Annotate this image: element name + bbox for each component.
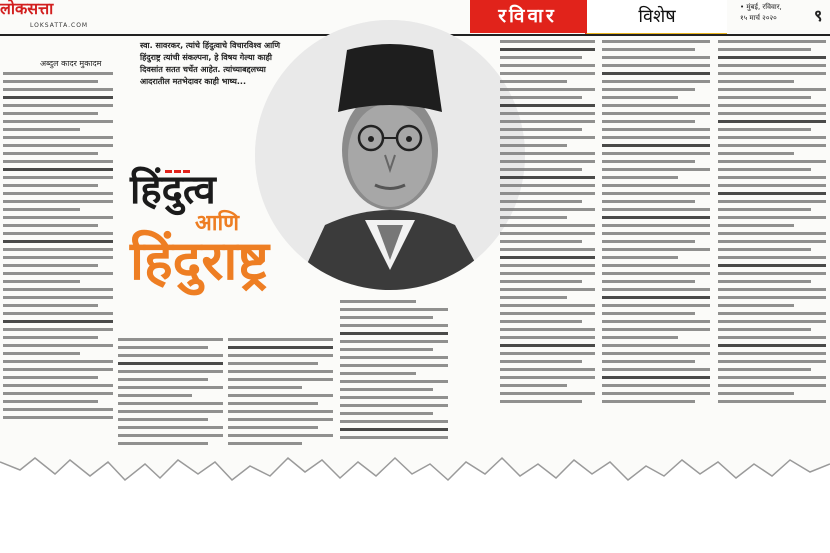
text-column-3 <box>228 338 333 453</box>
text-column-5 <box>500 40 595 450</box>
torn-edge-icon <box>0 440 830 553</box>
decor-dashes <box>165 158 195 162</box>
byline: अब्दुल कादर मुकादम <box>40 59 102 68</box>
article-intro: स्वा. सावरकर, त्यांचे हिंदुत्वाचे विचारविश्व आणि हिंदुराष्ट्र त्यांची संकल्पना, हे विषय गेल्या काही दिवसांत सतत चर्चेत आहेत. त्यांच्याबद्दलच्या आदरातील मतभेदावर काही भाष्य... <box>140 41 280 86</box>
masthead-url: LOKSATTA.COM <box>30 22 89 29</box>
text-column-2 <box>118 338 223 453</box>
edition-city-day: • मुंबई, रविवार, <box>740 3 782 11</box>
text-column-6 <box>602 40 710 450</box>
edition-info <box>740 2 823 25</box>
page-number: ९ <box>814 6 823 25</box>
headline-and: आणि <box>195 211 240 236</box>
headline-hindurashtra: हिंदुराष्ट्र <box>130 229 269 292</box>
headline-hindutva: हिंदुत्व <box>130 167 216 213</box>
text-column-1 <box>3 72 113 452</box>
section-tab: रविवार <box>470 0 585 33</box>
masthead-logo: लोकसत्ता <box>0 0 54 18</box>
edition-date: १५ मार्च २०२० <box>740 14 777 22</box>
section-subtitle: विशेष <box>585 0 727 35</box>
text-column-4 <box>340 300 448 450</box>
text-column-7 <box>718 40 826 450</box>
portrait-icon <box>255 20 525 290</box>
portrait-photo <box>255 20 525 290</box>
